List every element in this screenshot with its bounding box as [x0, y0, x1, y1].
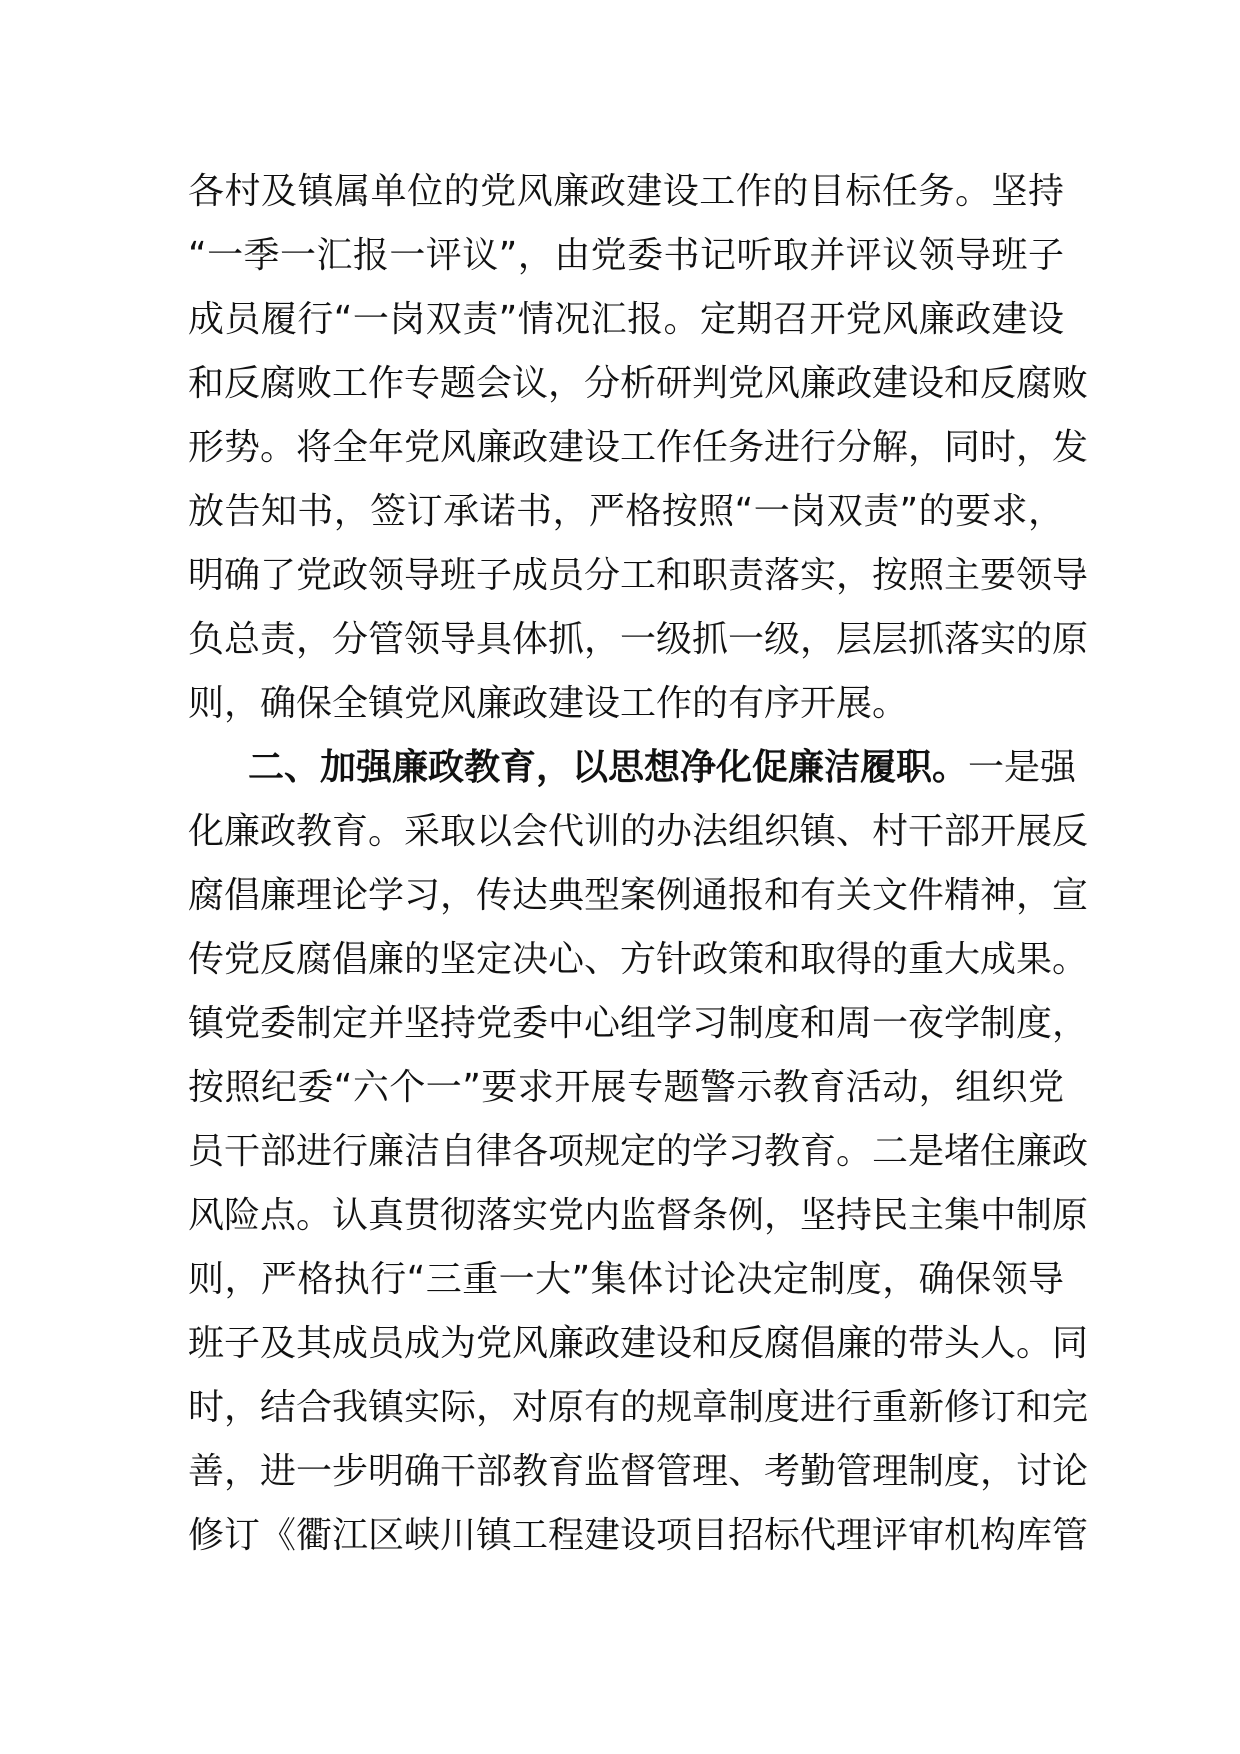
text-line: 传党反腐倡廉的坚定决心、方针政策和取得的重大成果。: [188, 939, 1089, 980]
text-line: 时，结合我镇实际，对原有的规章制度进行重新修订和完: [188, 1387, 1089, 1428]
text-line: 则，确保全镇党风廉政建设工作的有序开展。: [188, 683, 909, 724]
paragraph-2-first-line: [188, 736, 1077, 800]
text-line: 和反腐败工作专题会议，分析研判党风廉政建设和反腐败: [188, 363, 1089, 404]
text-line: 善，进一步明确干部教育监督管理、考勤管理制度，讨论: [188, 1451, 1089, 1492]
text-line: 负总责，分管领导具体抓，一级抓一级，层层抓落实的原: [188, 619, 1089, 660]
text-line: “一季一汇报一评议”，由党委书记听取并评议领导班子: [188, 235, 1064, 276]
text-line: 修订《衢江区峡川镇工程建设项目招标代理评审机构库管: [188, 1515, 1089, 1556]
text-line: 明确了党政领导班子成员分工和职责落实，按照主要领导: [188, 555, 1089, 596]
text-line: 形势。将全年党风廉政建设工作任务进行分解，同时，发: [188, 427, 1089, 468]
text-line: 风险点。认真贯彻落实党内监督条例，坚持民主集中制原: [188, 1195, 1089, 1236]
text-line: 镇党委制定并坚持党委中心组学习制度和周一夜学制度，: [188, 1003, 1089, 1044]
section-heading: 二、加强廉政教育，以思想净化促廉洁履职。: [248, 747, 969, 788]
text-line: 腐倡廉理论学习，传达典型案例通报和有关文件精神，宣: [188, 875, 1089, 916]
paragraph-2: [188, 736, 1089, 1568]
text-line: 员干部进行廉洁自律各项规定的学习教育。二是堵住廉政: [188, 1131, 1089, 1172]
text-line: 放告知书，签订承诺书，严格按照“一岗双责”的要求，: [188, 491, 1064, 532]
text-line: 各村及镇属单位的党风廉政建设工作的目标任务。坚持: [188, 171, 1064, 212]
text-line: 化廉政教育。采取以会代训的办法组织镇、村干部开展反: [188, 811, 1089, 852]
text-fragment: 一是强: [968, 747, 1077, 788]
document-body: [188, 160, 1089, 1568]
text-line: 按照纪委“六个一”要求开展专题警示教育活动，组织党: [188, 1067, 1064, 1108]
paragraph-1: [188, 160, 1089, 736]
text-line: 成员履行“一岗双责”情况汇报。定期召开党风廉政建设: [188, 299, 1064, 340]
text-line: 班子及其成员成为党风廉政建设和反腐倡廉的带头人。同: [188, 1323, 1089, 1364]
text-line: 则，严格执行“三重一大”集体讨论决定制度，确保领导: [188, 1259, 1064, 1300]
